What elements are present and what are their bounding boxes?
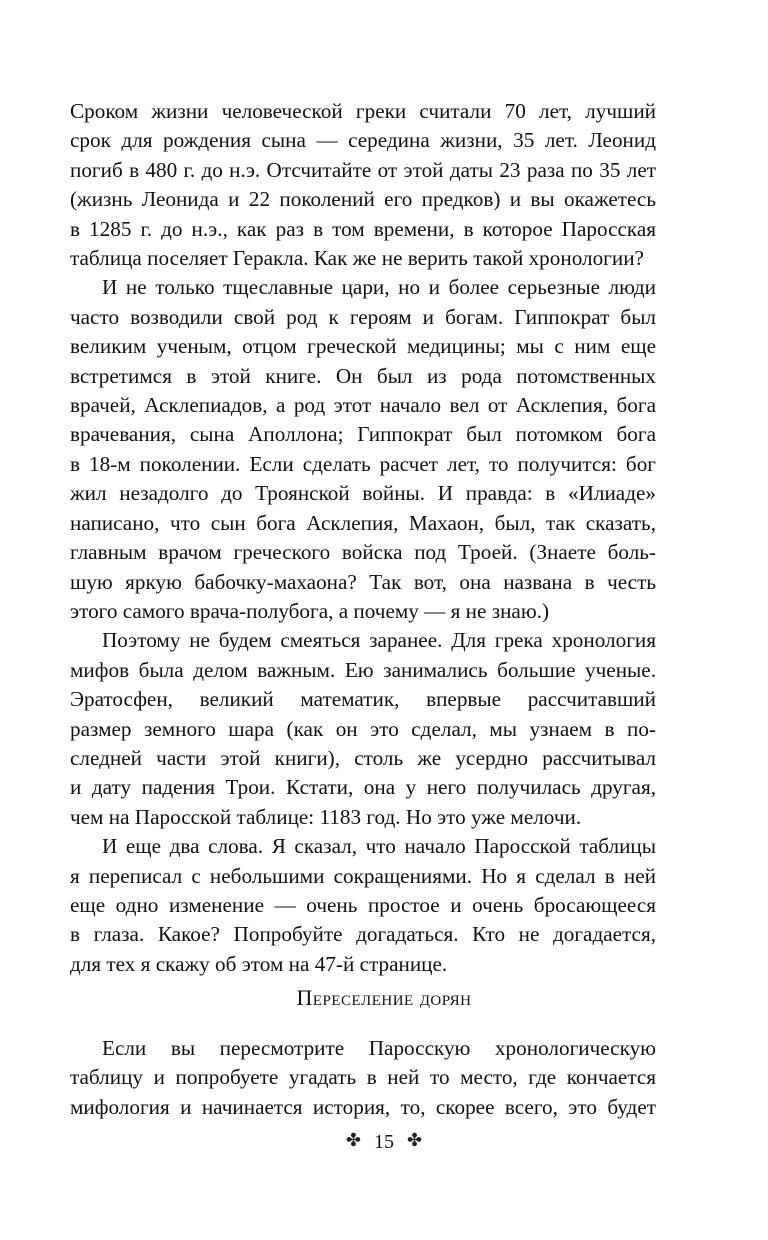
section-text [70, 1034, 656, 1122]
text-line: И не только тщеславные цари, но и более серьезные люди [102, 275, 656, 300]
floral-ornament-icon: ✤ [345, 1130, 361, 1150]
text-line: врачей, Асклепиадов, а род этот начало вел от Асклепия, бога [70, 393, 656, 418]
floral-ornament-icon: ✤ [407, 1130, 423, 1150]
text-line: чем на Паросской таблице: 1183 год. Но это уже мелочи. [70, 804, 582, 829]
text-line: великим ученым, отцом греческой медицины; мы с ним еще [70, 334, 656, 359]
text-line: еще одно изменение — очень простое и очень бросающееся [70, 892, 656, 917]
text-line: И еще два слова. Я сказал, что начало Паросской таблицы [102, 834, 656, 859]
text-line: этого самого врача-полубога, а почему — я не знаю.) [70, 598, 550, 623]
main-text [70, 97, 656, 979]
text-line: погиб в 480 г. до н.э. Отсчитайте от этой даты 23 раза по 35 лет [70, 157, 656, 182]
text-line: в 1285 г. до н.э., как раз в том времени, в которое Паросская [70, 216, 656, 241]
text-line: срок для рождения сына — середина жизни, 35 лет. Леонид [70, 128, 656, 153]
text-line: Сроком жизни человеческой греки считали 70 лет, лучший [70, 99, 656, 123]
text-line: (жизнь Леонида и 22 поколений его предков) и вы окажетесь [70, 187, 656, 212]
paragraph [70, 626, 656, 832]
text-line: Если вы пересмотрите Паросскую хронологическую [102, 1036, 656, 1060]
paragraph [70, 832, 656, 979]
page-footer [0, 1130, 768, 1154]
text-line: и дату падения Трои. Кстати, она у него получилась другая, [70, 775, 656, 800]
text-line: часто возводили свой род к героям и богам. Гиппократ был [70, 304, 656, 329]
page-number: 15 [374, 1131, 394, 1153]
text-line: следней части этой книги), столь же усердно рассчитывал [70, 745, 656, 770]
text-line: главным врачом греческого войска под Троей. (Знаете боль- [70, 540, 656, 565]
text-line: мифология и начинается история, то, скорее всего, это будет [70, 1094, 656, 1119]
text-line: встретимся в этой книге. Он был из рода потомственных [70, 363, 656, 388]
text-line: в 18-м поколении. Если сделать расчет лет, то получится: бог [70, 451, 656, 476]
text-line: Поэтому не будем смеяться заранее. Для грека хронология [102, 628, 656, 653]
text-line: шую яркую бабочку-махаона? Так вот, она названа в честь [70, 569, 656, 594]
text-line: жил незадолго до Троянской войны. И правда: в «Илиаде» [70, 481, 656, 506]
paragraph [70, 1034, 656, 1122]
text-line: таблица поселяет Геракла. Как же не верить такой хронологии? [70, 246, 644, 271]
section-heading: Переселение дорян [296, 985, 472, 1010]
text-line: размер земного шара (как он это сделал, мы узнаем в по- [70, 716, 656, 741]
text-line: врачевания, сына Аполлона; Гиппократ был потомком бога [70, 422, 656, 447]
text-line: мифов была делом важным. Ею занимались большие ученые. [70, 657, 656, 682]
text-line: написано, что сын бога Асклепия, Махаон, был, так сказать, [70, 510, 656, 535]
text-line: я переписал с небольшими сокращениями. Но я сделал в ней [70, 863, 656, 888]
paragraph [70, 97, 656, 273]
text-line: в глаза. Какое? Попробуйте догадаться. Кто не догадается, [70, 922, 656, 947]
text-line: таблицу и попробуете угадать в ней то место, где кончается [70, 1065, 656, 1090]
text-line: Эратосфен, великий математик, впервые рассчитавший [70, 687, 656, 712]
paragraph [70, 273, 656, 626]
text-line: для тех я скажу об этом на 47-й странице. [70, 951, 448, 976]
